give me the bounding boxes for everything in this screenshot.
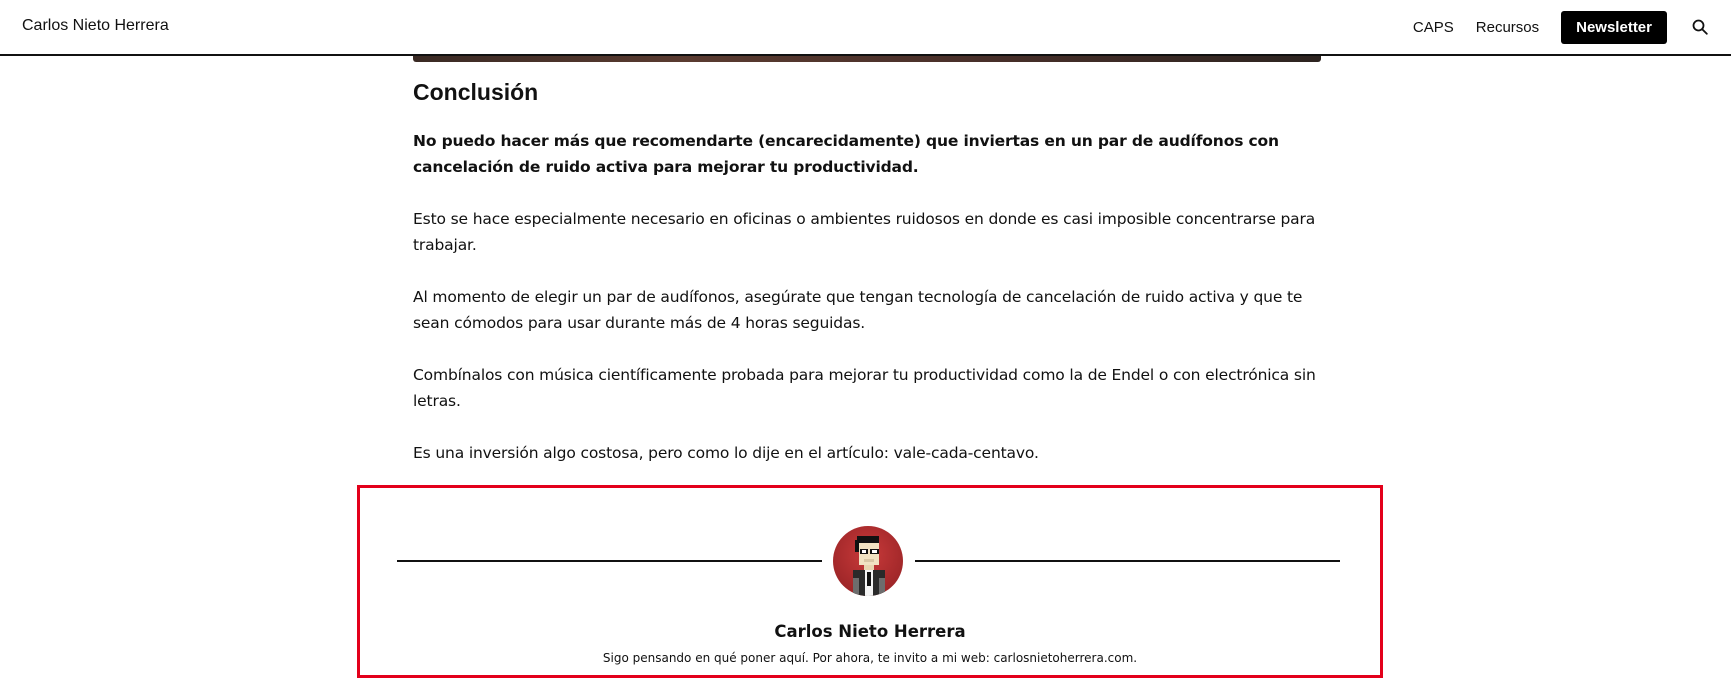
author-divider-left bbox=[397, 560, 822, 562]
top-navigation-bar bbox=[0, 0, 1731, 56]
search-icon bbox=[1692, 19, 1708, 35]
author-name: Carlos Nieto Herrera bbox=[774, 622, 966, 641]
author-box bbox=[357, 485, 1383, 678]
article-paragraph: Al momento de elegir un par de audífonos, asegúrate que tengan tecnología de cancelación de ruido activa y que te sean cómodos para usar durante más de 4 horas seguidas. bbox=[413, 288, 1303, 332]
search-button[interactable] bbox=[1689, 16, 1711, 38]
nav-link-caps[interactable]: CAPS bbox=[1412, 18, 1454, 36]
author-divider-right bbox=[915, 560, 1340, 562]
article-paragraph: Es una inversión algo costosa, pero como lo dije en el artículo: vale-cada-centavo. bbox=[413, 444, 1039, 462]
main-nav bbox=[1413, 0, 1731, 54]
article-paragraph: Combínalos con música científicamente probada para mejorar tu productividad como la de Endel o con electrónica sin letras. bbox=[413, 366, 1316, 410]
author-avatar[interactable] bbox=[833, 526, 903, 596]
newsletter-button[interactable]: Newsletter bbox=[1561, 11, 1667, 44]
article-paragraph: Esto se hace especialmente necesario en oficinas o ambientes ruidosos en donde es casi imposible concentrarse para trabajar. bbox=[413, 210, 1316, 254]
article-body bbox=[413, 74, 1321, 492]
pixel-avatar-icon bbox=[833, 526, 903, 596]
hero-image-bottom-edge bbox=[413, 56, 1321, 62]
conclusion-heading: Conclusión bbox=[413, 79, 539, 105]
nav-link-recursos[interactable]: Recursos bbox=[1475, 18, 1540, 36]
site-title-link[interactable]: Carlos Nieto Herrera bbox=[22, 17, 169, 34]
article-paragraph-lead: No puedo hacer más que recomendarte (encarecidamente) que inviertas en un par de audífonos con cancelación de ruido activa para mejorar tu productividad. bbox=[413, 132, 1279, 176]
author-bio: Sigo pensando en qué poner aquí. Por ahora, te invito a mi web: carlosnietoherrera.com. bbox=[602, 651, 1138, 665]
